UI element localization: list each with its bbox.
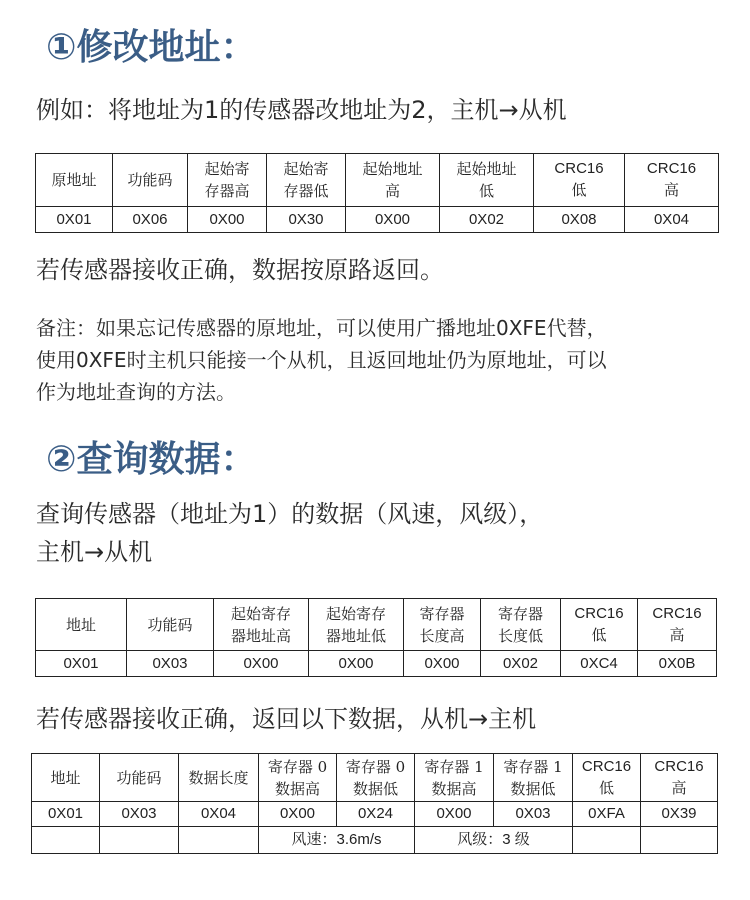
header-cell: 起始寄存 器地址高: [214, 599, 309, 651]
header-cell: 地址: [32, 754, 100, 802]
table-header-row: [32, 754, 718, 802]
wind-speed-cell: [259, 827, 415, 854]
header-cell: CRC16 低: [534, 154, 625, 207]
empty-cell: [100, 827, 179, 854]
value-cell: 0X24: [337, 802, 415, 827]
response-table: [31, 753, 718, 854]
value-cell: 0X03: [127, 651, 214, 677]
value-cell: 0X01: [32, 802, 100, 827]
header-cell: 起始地址 高: [346, 154, 440, 207]
value-cell: 0X04: [179, 802, 259, 827]
section1-intro: 例如：将地址为1的传感器改地址为2，主机→从机: [36, 96, 567, 124]
section1-result: 若传感器接收正确，数据按原路返回。: [36, 256, 444, 284]
value-cell: 0X01: [36, 207, 113, 233]
value-cell: 0X03: [494, 802, 573, 827]
value-cell: 0X00: [346, 207, 440, 233]
note-line: 作为地址查询的方法。: [36, 380, 236, 404]
section2-heading: ②查询数据：: [46, 439, 257, 480]
header-cell: 功能码: [113, 154, 188, 207]
value-cell: 0X04: [625, 207, 719, 233]
value-cell: 0X00: [415, 802, 494, 827]
section2-intro-line: 查询传感器（地址为1）的数据（风速，风级），: [36, 500, 544, 528]
wind-level-cell: [415, 827, 573, 854]
header-cell: 起始寄存 器地址低: [309, 599, 404, 651]
empty-cell: [179, 827, 259, 854]
note-line: 备注：如果忘记传感器的原地址，可以使用广播地址0XFE代替，: [36, 316, 607, 340]
value-cell: 0X30: [267, 207, 346, 233]
header-cell: 寄存器 0 数据低: [337, 754, 415, 802]
value-cell: 0X02: [440, 207, 534, 233]
value-cell: 0X00: [188, 207, 267, 233]
section1-heading: ①修改地址：: [46, 27, 257, 68]
summary-row: [32, 827, 718, 854]
header-cell: 起始寄 存器高: [188, 154, 267, 207]
header-cell: CRC16 高: [641, 754, 718, 802]
value-cell: 0X00: [309, 651, 404, 677]
header-cell: 功能码: [127, 599, 214, 651]
header-cell: 原地址: [36, 154, 113, 207]
query-table: [35, 598, 717, 677]
header-cell: CRC16 高: [625, 154, 719, 207]
wind-level-label: 风级：3 级: [457, 831, 530, 848]
table-row: [36, 207, 719, 233]
header-cell: 寄存器 1 数据低: [494, 754, 573, 802]
header-cell: 起始寄 存器低: [267, 154, 346, 207]
value-cell: 0X00: [259, 802, 337, 827]
value-cell: 0X00: [404, 651, 481, 677]
value-cell: 0X02: [481, 651, 561, 677]
header-cell: 起始地址 低: [440, 154, 534, 207]
value-cell: 0X08: [534, 207, 625, 233]
header-cell: CRC16 高: [638, 599, 717, 651]
value-cell: 0X06: [113, 207, 188, 233]
empty-cell: [573, 827, 641, 854]
value-cell: 0X0B: [638, 651, 717, 677]
header-cell: 寄存器 0 数据高: [259, 754, 337, 802]
value-cell: 0X01: [36, 651, 127, 677]
empty-cell: [641, 827, 718, 854]
address-change-table: [35, 153, 719, 233]
header-cell: 数据长度: [179, 754, 259, 802]
value-cell: 0X39: [641, 802, 718, 827]
table-row: [32, 802, 718, 827]
response-intro: 若传感器接收正确，返回以下数据，从机→主机: [36, 705, 537, 733]
value-cell: 0X03: [100, 802, 179, 827]
table-row: [36, 651, 717, 677]
header-cell: CRC16 低: [573, 754, 641, 802]
table-header-row: [36, 154, 719, 207]
section2-intro-line: 主机→从机: [36, 538, 153, 566]
value-cell: 0XFA: [573, 802, 641, 827]
header-cell: 寄存器 长度高: [404, 599, 481, 651]
empty-cell: [32, 827, 100, 854]
header-cell: 寄存器 1 数据高: [415, 754, 494, 802]
header-cell: 寄存器 长度低: [481, 599, 561, 651]
header-cell: CRC16 低: [561, 599, 638, 651]
table-header-row: [36, 599, 717, 651]
value-cell: 0X00: [214, 651, 309, 677]
header-cell: 地址: [36, 599, 127, 651]
wind-speed-label: 风速：3.6m/s: [291, 831, 382, 848]
note-line: 使用0XFE时主机只能接一个从机，且返回地址仍为原地址，可以: [36, 348, 607, 372]
value-cell: 0XC4: [561, 651, 638, 677]
header-cell: 功能码: [100, 754, 179, 802]
